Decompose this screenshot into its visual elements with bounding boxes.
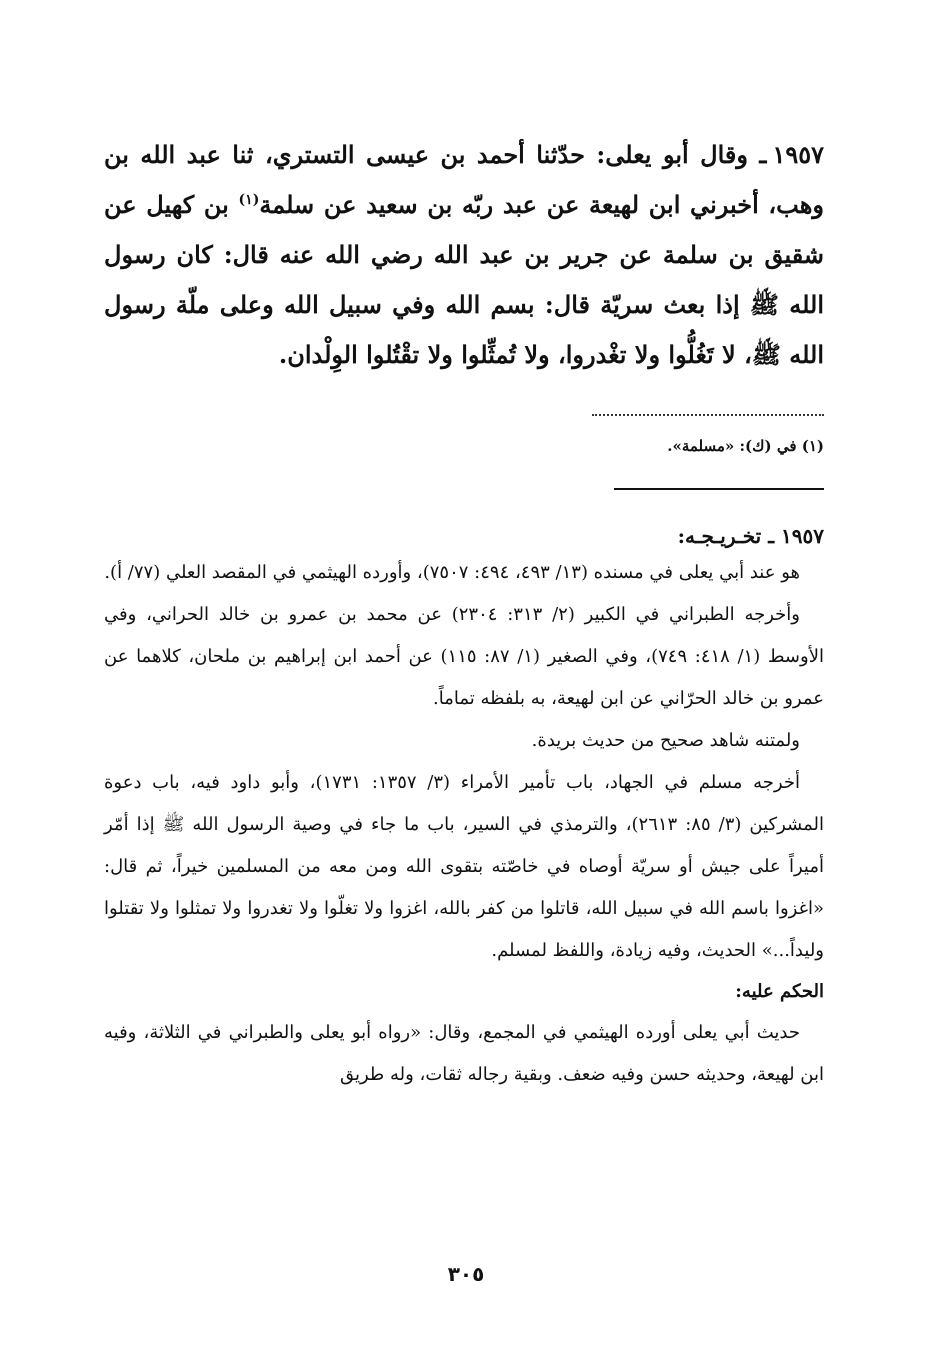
ruling-heading: الحكم عليه:	[735, 981, 824, 1002]
takhrij-paragraph-4: أخرجه مسلم في الجهاد، باب تأمير الأمراء (٣/ ١٣٥٧: ١٧٣١)، وأبو داود فيه، باب دعوة المشركين (٣/ ٨٥: ٢٦١٣)، والترمذي في السير، باب ما جاء في وصية الرسول الله ﷺ إذا أمّر أميراً على جيش أو سريّة أوصاه في خاصّته بتقوى الله ومن معه من المسلمين خيراً، ثم قال: «اغزوا باسم الله في سبيل الله، قاتلوا من كفر بالله، اغزوا ولا تغلّوا ولا تغدروا ولا تمثلوا ولا تقتلوا وليداً...» الحديث، وفيه زيادة، واللفظ لمسلم.	[104, 772, 825, 961]
footnote-divider	[592, 404, 824, 416]
page-body	[104, 130, 824, 1096]
hadith-text	[104, 130, 824, 380]
footnote-reference[interactable]: (١)	[238, 192, 260, 208]
ruling-text: حديث أبي يعلى أورده الهيثمي في المجمع، وقال: «رواه أبو يعلى والطبراني في الثلاثة، وفيه ابن لهيعة، وحديثه حسن وفيه ضعف. وبقية رجاله ثقات، وله طريق	[104, 1022, 824, 1085]
section-separator	[614, 488, 824, 490]
page-number: ٣٠٥	[447, 1262, 485, 1286]
hadith-text-part2: بن كهيل عن شقيق بن سلمة عن جرير بن عبد الله رضي الله عنه قال: كان رسول الله ﷺ إذا بعث سريّة قال: بسم الله وفي سبيل الله وعلى ملّة رسول الله ﷺ، لا تَغُلُّوا ولا تغْدروا، ولا تُمثِّلوا ولا تقْتُلوا الوِلْدان.	[104, 190, 824, 369]
takhrij-paragraph-1: هو عند أبي يعلى في مسنده (١٣/ ٤٩٣، ٤٩٤: ٧٥٠٧)، وأورده الهيثمي في المقصد العلي (٧٧/ أ).	[104, 562, 800, 583]
takhrij-heading: ١٩٥٧ ـ تخـريـجـه:	[677, 524, 824, 548]
footnote: (١) في (ك): «مسلمة».	[667, 437, 824, 455]
takhrij-paragraph-3: ولمتنه شاهد صحيح من حديث بريدة.	[531, 730, 800, 751]
hadith-text-part1: ـ وقال أبو يعلى: حدّثنا أحمد بن عيسى التستري، ثنا عبد الله بن وهب، أخبرني ابن لهيعة عن عبد ربّه بن سعيد عن سلمة	[104, 140, 824, 219]
hadith-number: ١٩٥٧	[772, 140, 824, 169]
takhrij-paragraph-2: وأخرجه الطبراني في الكبير (٢/ ٣١٣: ٢٣٠٤) عن محمد بن عمرو بن خالد الحراني، وفي الأوسط (١/ ٤١٨: ٧٤٩)، وفي الصغير (١/ ٨٧: ١١٥) عن أحمد ابن إبراهيم بن ملحان، كلاهما عن عمرو بن خالد الحرّاني عن ابن لهيعة، به بلفظه تماماً.	[104, 604, 824, 709]
